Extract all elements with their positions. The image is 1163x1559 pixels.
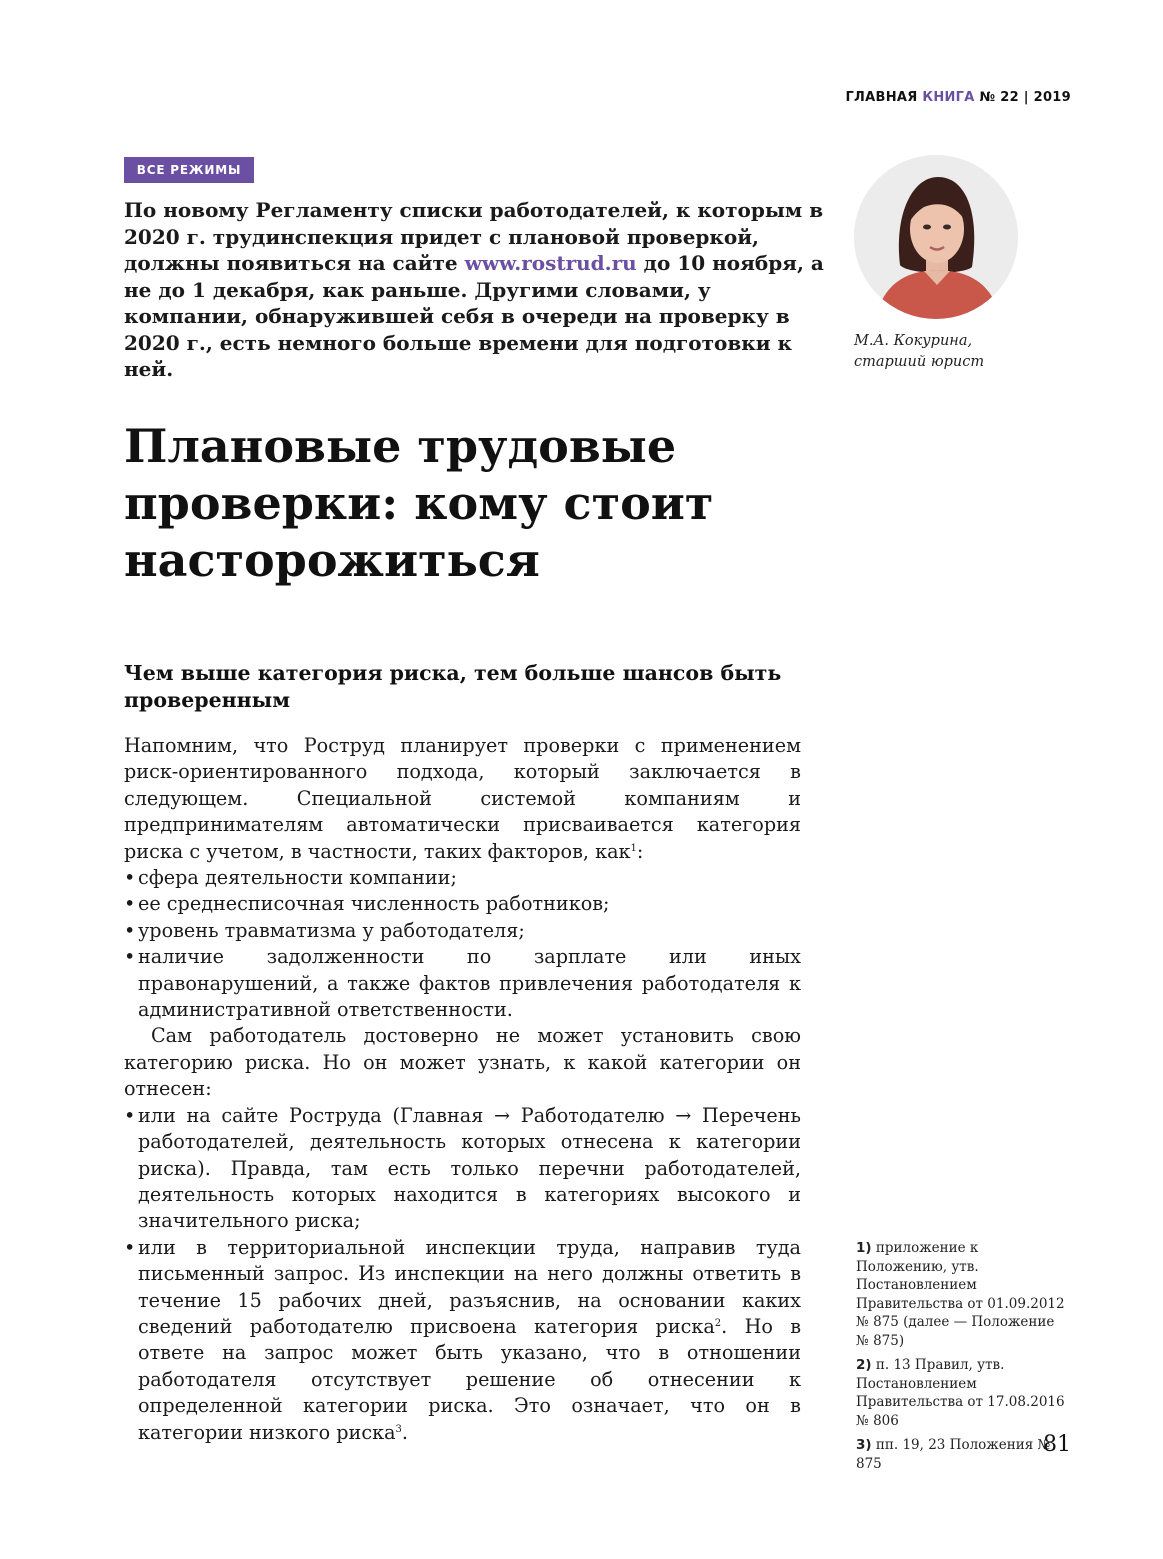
- body-paragraph: [124, 733, 801, 865]
- footnote: [856, 1356, 1071, 1430]
- masthead: [845, 90, 1071, 105]
- article-body: [124, 733, 801, 1446]
- brand-main: ГЛАВНАЯ: [845, 90, 918, 105]
- author-caption: [854, 331, 1054, 373]
- footnote-text: приложение к Положению, утв. Постановлением Правительства от 01.09.2012 № 875 (далее — Положение № 875): [856, 1240, 1065, 1349]
- footnote: [856, 1436, 1071, 1473]
- list-item: • уровень травматизма у работодателя;: [124, 918, 801, 944]
- author-name: М.А. Кокурина,: [854, 333, 973, 349]
- footnote-ref[interactable]: 1: [630, 842, 637, 854]
- footnote-ref[interactable]: 3: [395, 1423, 402, 1435]
- list-item: • или на сайте Роструда (Главная → Работодателю → Перечень работодателей, деятельность которых отнесена к категории риска). Правда, там есть только перечни работодателей, деятельность которых находится в категориях высокого и значительного риска;: [124, 1103, 801, 1235]
- lead-text-end: до 10 ноября, а не до 1 декабря, как раньше. Другими словами, у компании, обнаружившей себя в очереди на проверку в 2020 г., есть немного больше времени для подготовки к ней.: [124, 251, 824, 381]
- footnote-ref[interactable]: 2: [714, 1317, 722, 1329]
- list-item-text: . Но в ответе на запрос может быть указано, что в отношении работодателя отсутствует решение об отнесении к определенной категории риска. Это означает, что он в категории низкого риска: [138, 1314, 801, 1444]
- paragraph-text-end: :: [636, 839, 644, 863]
- list-item: • сфера деятельности компании;: [124, 865, 801, 891]
- footnote-number: 2): [856, 1357, 872, 1373]
- footnote: [856, 1239, 1071, 1350]
- footnote-text: пп. 19, 23 Положения № 875: [856, 1437, 1051, 1472]
- author-position: старший юрист: [854, 354, 985, 370]
- risk-factors-list: [124, 865, 801, 1023]
- list-item-text: или в территориальной инспекции труда, направив туда письменный запрос. Из инспекции на него должны ответить в течение 15 рабочих дней, разъяснив, на основании каких сведений работодателю присвоена категория риска: [138, 1235, 801, 1338]
- article-title: Плановые трудовые проверки: кому стоит насторожиться: [124, 419, 714, 587]
- footnotes: [856, 1239, 1071, 1479]
- check-methods-list: [124, 1103, 801, 1446]
- list-item: [124, 1235, 801, 1446]
- author-photo: [854, 155, 1018, 319]
- lead-paragraph: [124, 197, 824, 383]
- lead-text-start: По новому Регламенту списки работодателей, к которым в 2020 г. трудинспекция придет с плановой проверкой, должны появиться на сайте: [124, 198, 824, 275]
- section-tag: ВСЕ РЕЖИМЫ: [124, 157, 254, 183]
- rostrud-link[interactable]: www.rostrud.ru: [464, 251, 637, 275]
- brand-accent: КНИГА: [922, 90, 975, 105]
- author-portrait-icon: [854, 155, 1018, 319]
- page-number: 81: [1043, 1432, 1071, 1457]
- list-item-text-end: .: [401, 1420, 408, 1444]
- paragraph-text: Напомним, что Роструд планирует проверки с применением риск-ориентированного подхода, который заключается в следующем. Специальной системой компаниям и предпринимателям автоматически присваивается категория риска с учетом, в частности, таких факторов, как: [124, 734, 801, 863]
- body-paragraph: Сам работодатель достоверно не может установить свою категорию риска. Но он может узнать, к какой категории он отнесен:: [124, 1024, 801, 1101]
- footnote-number: 1): [856, 1240, 872, 1256]
- footnote-text: п. 13 Правил, утв. Постановлением Правительства от 17.08.2016 № 806: [856, 1357, 1065, 1429]
- issue-number: № 22 | 2019: [979, 90, 1071, 105]
- list-item: • ее среднесписочная численность работников;: [124, 891, 801, 917]
- section-subtitle: Чем выше категория риска, тем больше шансов быть проверенным: [124, 661, 782, 712]
- footnote-number: 3): [856, 1437, 872, 1453]
- list-item: • наличие задолженности по зарплате или иных правонарушений, а также фактов привлечения работодателя к административной ответственности.: [124, 944, 801, 1023]
